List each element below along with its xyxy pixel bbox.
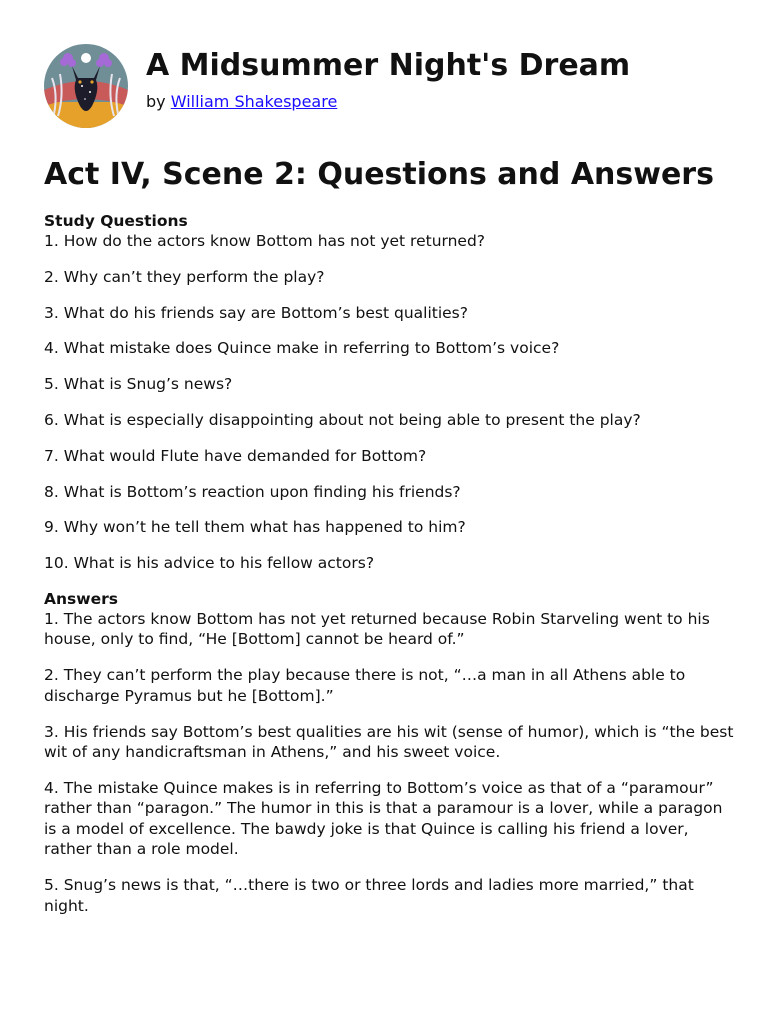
question-item: 9. Why won’t he tell them what has happened to him? (44, 518, 466, 537)
byline-label: by (146, 92, 166, 111)
question-item: 10. What is his advice to his fellow actors? (44, 554, 375, 573)
document-page (44, 44, 734, 931)
question-item: 7. What would Flute have demanded for Bottom? (44, 446, 427, 465)
question-item: 1. How do the actors know Bottom has not yet returned? (44, 232, 486, 250)
question-item: 8. What is Bottom’s reaction upon finding his friends? (44, 482, 461, 501)
question-item: 5. What is Snug’s news? (44, 375, 233, 394)
answer-item: 3. His friends say Bottom’s best qualities are his wit (sense of humor), which is “the best wit of any handicraftsman in Athens,” and his sweet voice. (44, 722, 734, 762)
question-item: 2. Why can’t they perform the play? (44, 267, 325, 286)
donkey-head-cover-icon (44, 44, 128, 128)
book-title: A Midsummer Night's Dream (146, 48, 631, 83)
question-item: 4. What mistake does Quince make in referring to Bottom’s voice? (44, 339, 560, 358)
byline (146, 91, 630, 113)
question-item: 3. What do his friends say are Bottom’s best qualities? (44, 303, 468, 322)
header-text (146, 44, 630, 113)
question-item: 6. What is especially disappointing about not being able to present the play? (44, 410, 641, 429)
answer-item: 4. The mistake Quince makes is in referring to Bottom’s voice as that of a “paramour” rather than “paragon.” The humor in this is that a paramour is a lover, while a paragon is a model of excellence. The bawdy joke is that Quince is calling his friend a lover, rather than a role model. (44, 778, 723, 859)
study-questions-heading: Study Questions (44, 212, 188, 230)
answer-item: 1. The actors know Bottom has not yet returned because Robin Starveling went to his house, only to find, “He [Bottom] cannot be heard of.” (44, 609, 710, 649)
answers-heading: Answers (44, 589, 118, 608)
page-title: Act IV, Scene 2: Questions and Answers (44, 157, 714, 192)
answers-section (44, 589, 734, 916)
answer-item: 2. They can’t perform the play because there is not, “…a man in all Athens able to discharge Pyramus but he [Bottom].” (44, 666, 686, 705)
study-questions-section (44, 211, 734, 574)
author-link[interactable]: William Shakespeare (170, 92, 338, 111)
answer-item: 5. Snug’s news is that, “…there is two or three lords and ladies more married,” that night. (44, 876, 694, 915)
book-header (44, 44, 734, 134)
